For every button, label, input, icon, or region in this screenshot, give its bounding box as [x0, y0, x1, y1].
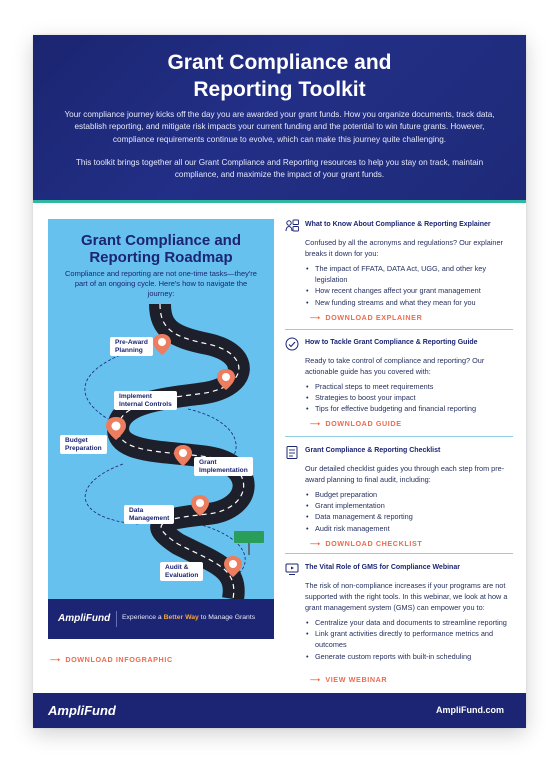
download-guide-link[interactable]: [310, 419, 402, 428]
roadmap-title-line1: Grant Compliance and: [80, 232, 242, 249]
map-pin-icon: [153, 334, 171, 355]
stage-label-line2: Internal Controls: [119, 400, 172, 408]
roadmap-footer-divider: [116, 611, 117, 627]
stage-label-line2: Planning: [115, 346, 143, 354]
section-divider: [285, 553, 513, 554]
stage-label-line1: Budget: [65, 437, 88, 444]
hero-banner: [33, 35, 526, 200]
roadmap-infographic[interactable]: [48, 219, 274, 639]
resource-explainer: [285, 219, 513, 339]
arrow-right-icon: ⟶: [310, 313, 321, 322]
tagline-prefix: Experience a: [122, 614, 164, 621]
arrow-right-icon: ⟶: [310, 539, 321, 548]
resource-description: Our detailed checklist guides you through each step from pre-award planning to final audit, including:: [305, 464, 505, 484]
list-item: • How recent changes affect your grant management: [305, 285, 513, 296]
stage-label: [114, 391, 177, 410]
list-item: • Data management & reporting: [305, 511, 513, 522]
roadmap-footer: [48, 599, 274, 639]
stage-label-line1: Implement: [119, 393, 152, 400]
stage-label: [124, 505, 174, 524]
tagline-suffix: to Manage Grants: [198, 614, 256, 621]
explainer-icon: [285, 219, 299, 233]
arrow-right-icon: ⟶: [310, 419, 321, 428]
resource-description: Confused by all the acronyms and regulations? Our explainer breaks it down for you:: [305, 238, 503, 258]
resource-bullets: [305, 263, 513, 308]
resource-bullets: [305, 617, 513, 662]
stage-label-line2: Management: [129, 514, 170, 522]
resource-bullets: [305, 489, 513, 534]
arrow-right-icon: ⟶: [310, 675, 321, 684]
stage-label: [160, 562, 203, 581]
download-infographic-link[interactable]: [50, 655, 173, 664]
list-item: • Budget preparation: [305, 489, 513, 500]
resource-title: The Vital Role of GMS for Compliance Webinar: [305, 564, 460, 571]
roadmap-tagline: [122, 614, 255, 621]
list-item: • Practical steps to meet requirements: [305, 381, 513, 392]
stage-label-line2: Evaluation: [165, 571, 199, 579]
list-item: • Link grant activities directly to performance metrics and outcomes: [305, 628, 513, 650]
view-webinar-label: VIEW WEBINAR: [325, 675, 388, 684]
page-title-line2: Reporting Toolkit: [193, 78, 366, 101]
guide-icon: [285, 337, 299, 351]
intro-paragraph-2: This toolkit brings together all our Grant Compliance and Reporting resources to help you stay on track, maintain compliance, and maximize the impact of your grant funds.: [75, 158, 484, 180]
resource-guide: [285, 337, 513, 437]
download-explainer-label: DOWNLOAD EXPLAINER: [325, 313, 423, 322]
stage-label-line1: Data: [129, 507, 144, 514]
resource-bullets: [305, 381, 513, 415]
checklist-icon: [285, 445, 299, 459]
resource-title: How to Tackle Grant Compliance & Reporting Guide: [305, 339, 478, 346]
roadmap-subtitle: Compliance and reporting are not one-time tasks—they're part of an ongoing cycle. Here's how to navigate the journey:: [65, 269, 257, 298]
webinar-icon: [285, 562, 299, 576]
stage-label-line2: Preparation: [65, 444, 102, 452]
brand-logo: AmpliFund: [48, 703, 116, 718]
toolkit-document: [33, 35, 526, 728]
stage-label-line1: Grant: [199, 459, 217, 466]
section-divider: [285, 436, 513, 437]
resource-title: Grant Compliance & Reporting Checklist: [305, 447, 441, 454]
resource-title: What to Know About Compliance & Reporting Explainer: [305, 221, 491, 228]
road-sign-icon: [234, 531, 264, 555]
download-explainer-link[interactable]: [310, 313, 422, 322]
stage-label-line2: Implementation: [199, 466, 248, 474]
download-guide-label: DOWNLOAD GUIDE: [325, 419, 402, 428]
website-link[interactable]: AmpliFund.com: [436, 705, 504, 715]
arrow-right-icon: ⟶: [50, 655, 61, 664]
resource-description: The risk of non-compliance increases if your programs are not supported with the right tools. In this webinar, we look at how a grant management system (GMS) can empower you to:: [305, 581, 508, 612]
accent-divider: [33, 200, 526, 203]
page-title-line1: Grant Compliance and: [167, 51, 392, 74]
resource-checklist: [285, 445, 513, 557]
download-checklist-label: DOWNLOAD CHECKLIST: [325, 539, 423, 548]
resource-webinar: [285, 562, 513, 692]
list-item: • The impact of FFATA, DATA Act, UGG, and other key legislation: [305, 263, 513, 285]
roadmap-title-line2: Reporting Roadmap: [89, 249, 233, 266]
page-title: [33, 49, 526, 103]
download-infographic-label: DOWNLOAD INFOGRAPHIC: [65, 655, 173, 664]
tagline-emphasis: Better Way: [163, 614, 199, 621]
list-item: • Centralize your data and documents to streamline reporting: [305, 617, 513, 628]
stage-label: [194, 457, 253, 476]
list-item: • Tips for effective budgeting and financial reporting: [305, 403, 513, 414]
resource-description: Ready to take control of compliance and reporting? Our actionable guide has you covered with:: [305, 356, 485, 376]
list-item: • Generate custom reports with built-in scheduling: [305, 651, 513, 662]
download-checklist-link[interactable]: [310, 539, 422, 548]
list-item: • Audit risk management: [305, 523, 513, 534]
view-webinar-link[interactable]: [310, 675, 387, 684]
section-divider: [285, 329, 513, 330]
stage-label-line1: Pre-Award: [115, 339, 148, 346]
intro-paragraph: Your compliance journey kicks off the day you are awarded your grant funds. How you organize documents, track data, establish reporting, and mitigate risk impacts your current funding and the potential to win future grants. However, compliance requirements continue to evolve, which can make this journey quite challenging.: [64, 110, 495, 144]
list-item: • Grant implementation: [305, 500, 513, 511]
page-footer: [33, 693, 526, 728]
stage-label-line1: Audit &: [165, 564, 189, 571]
roadmap-brand-logo: AmpliFund: [58, 613, 111, 624]
stage-label: [110, 337, 153, 356]
list-item: • New funding streams and what they mean for you: [305, 297, 513, 308]
stage-label: [60, 435, 107, 454]
list-item: • Strategies to boost your impact: [305, 392, 513, 403]
